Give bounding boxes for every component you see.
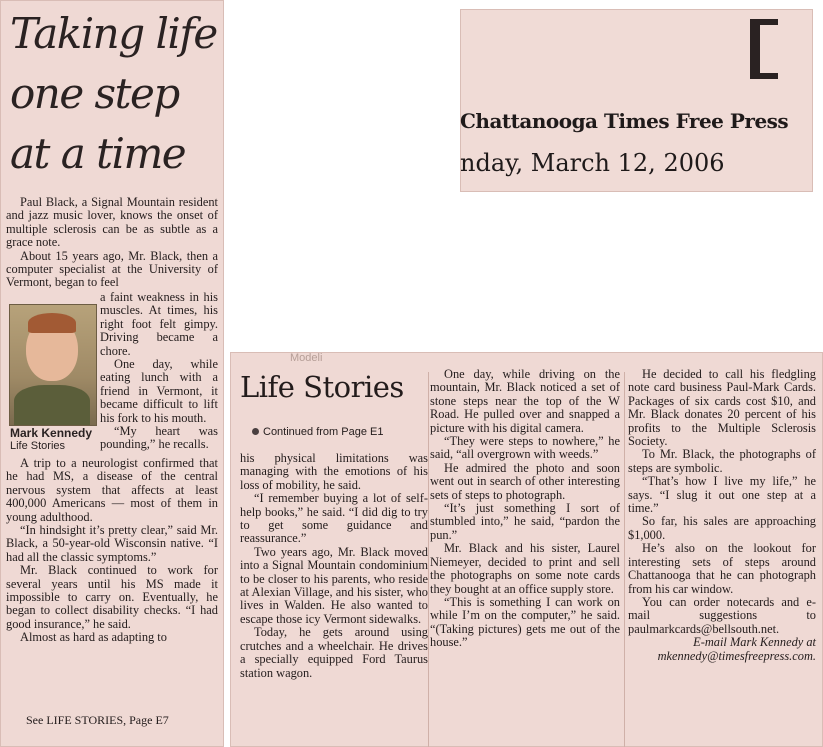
paragraph: Paul Black, a Signal Mountain resident and jazz music lover, knows the onset of multiple sclerosis can be as subtle as a grace note. bbox=[6, 195, 218, 250]
paragraph: One day, while eating lunch with a friend in Vermont, it became difficult to lift his fork to his mouth. bbox=[100, 357, 218, 425]
byline-name: Mark Kennedy bbox=[10, 426, 93, 440]
paragraph: So far, his sales are approaching $1,000. bbox=[628, 514, 816, 542]
email-sig-line: mkennedy@timesfreepress.com. bbox=[657, 648, 816, 663]
paragraph: To Mr. Black, the photographs of steps are symbolic. bbox=[628, 447, 816, 475]
story-body bbox=[6, 457, 218, 645]
column-divider bbox=[428, 372, 429, 747]
partial-letter bbox=[750, 19, 778, 79]
issue-date: nday, March 12, 2006 bbox=[460, 149, 725, 177]
paragraph: One day, while driving on the mountain, Mr. Black noticed a set of stone steps near the top of the W Road. He pulled over and snapped a picture with his digital camera. bbox=[430, 367, 620, 435]
paragraph: Almost as hard as adapting to bbox=[20, 630, 167, 645]
byline bbox=[10, 427, 100, 453]
byline-role: Life Stories bbox=[10, 440, 66, 452]
paragraph: Mr. Black continued to work for several years until his MS made it impossible to carry on. Eventually, he began to collect disability checks. “I had good insurance,” he said. bbox=[6, 563, 218, 631]
email-signature bbox=[628, 636, 816, 663]
bullet-icon bbox=[252, 428, 259, 435]
newspaper-name: Chattanooga Times Free Press bbox=[460, 109, 789, 133]
headline-line: at a time bbox=[10, 129, 186, 178]
paragraph: his physical limitations was managing with the emotions of his loss of mobility, he said. bbox=[240, 451, 428, 492]
paragraph: You can order notecards and e-mail suggestions to paulmarkcards@bellsouth.net. bbox=[628, 594, 816, 636]
paragraph: Two years ago, Mr. Black moved into a Signal Mountain condominium to be closer to his parents, who reside at Alexian Village, and his sister, who lives in Walden. He also wanted to escape those icy Vermont sidewalks. bbox=[240, 544, 428, 626]
paragraph: “In hindsight it’s pretty clear,” said Mr. Black, a 50-year-old Wisconsin native. “I had all the classic symptoms.” bbox=[6, 523, 218, 564]
paragraph: “They were steps to nowhere,” he said, “all overgrown with weeds.” bbox=[430, 434, 620, 462]
continuation-clipping bbox=[230, 352, 823, 747]
section-title: Life Stories bbox=[240, 370, 404, 404]
paragraph: He decided to call his fledgling note card business Paul-Mark Cards. Packages of six cards cost $10, and Mr. Black donates 20 percent of his profits to the Multiple Sclerosis Society. bbox=[628, 367, 816, 449]
story-clipping bbox=[0, 0, 224, 747]
paragraph: He admired the photo and soon went out in search of other interesting sets of steps to photograph. bbox=[430, 460, 620, 502]
column-3 bbox=[628, 368, 816, 663]
author-photo bbox=[9, 304, 97, 426]
headline-line: Taking life bbox=[10, 9, 217, 58]
story-wrap-text bbox=[100, 291, 218, 452]
continued-text: Continued from Page E1 bbox=[263, 426, 384, 438]
paragraph: “I remember buying a lot of self-help books,” he said. “I did dig to try to get some guidance and reassurance.” bbox=[240, 491, 428, 546]
paragraph: Mr. Black and his sister, Laurel Niemeyer, decided to print and sell the photographs on some note cards they bought at an office supply store. bbox=[430, 541, 620, 596]
column-1 bbox=[240, 452, 428, 680]
column-2 bbox=[430, 368, 620, 650]
headline-line: one step bbox=[10, 69, 179, 118]
paragraph: A trip to a neurologist confirmed that he had MS, a disease of the central nervous system that affects at least 400,000 Americans — most of them in young adulthood. bbox=[6, 456, 218, 524]
continued-label bbox=[252, 426, 383, 438]
paragraph: Today, he gets around using crutches and a wheelchair. He drives a specially equipped Ford Taurus station wagon. bbox=[240, 625, 428, 680]
bleed-through-text: Modeli bbox=[290, 352, 323, 364]
story-intro bbox=[6, 196, 218, 290]
masthead-clipping bbox=[460, 9, 813, 192]
headline bbox=[10, 4, 220, 184]
jump-line: See LIFE STORIES, Page E7 bbox=[26, 713, 169, 727]
column-divider bbox=[624, 372, 625, 747]
email-sig-line: E-mail Mark Kennedy at bbox=[693, 635, 816, 650]
paragraph: “This is something I can work on while I’m on the computer,” he said. “(Taking pictures) gets me out of the house.” bbox=[430, 594, 620, 650]
paragraph: a faint weakness in his muscles. At times, his right foot felt gimpy. Driving became a chore. bbox=[100, 290, 218, 358]
paragraph: “That’s how I live my life,” he says. “I slug it out one step at a time.” bbox=[628, 474, 816, 516]
paragraph: He’s also on the lookout for interesting sets of steps around Chattanooga that he can photograph from his car window. bbox=[628, 541, 816, 596]
paragraph: “My heart was pounding,” he recalls. bbox=[100, 424, 218, 452]
paragraph: About 15 years ago, Mr. Black, then a computer specialist at the University of Vermont, began to feel bbox=[6, 248, 218, 290]
paragraph: “It’s just something I sort of stumbled into,” he said, “pardon the pun.” bbox=[430, 501, 620, 542]
